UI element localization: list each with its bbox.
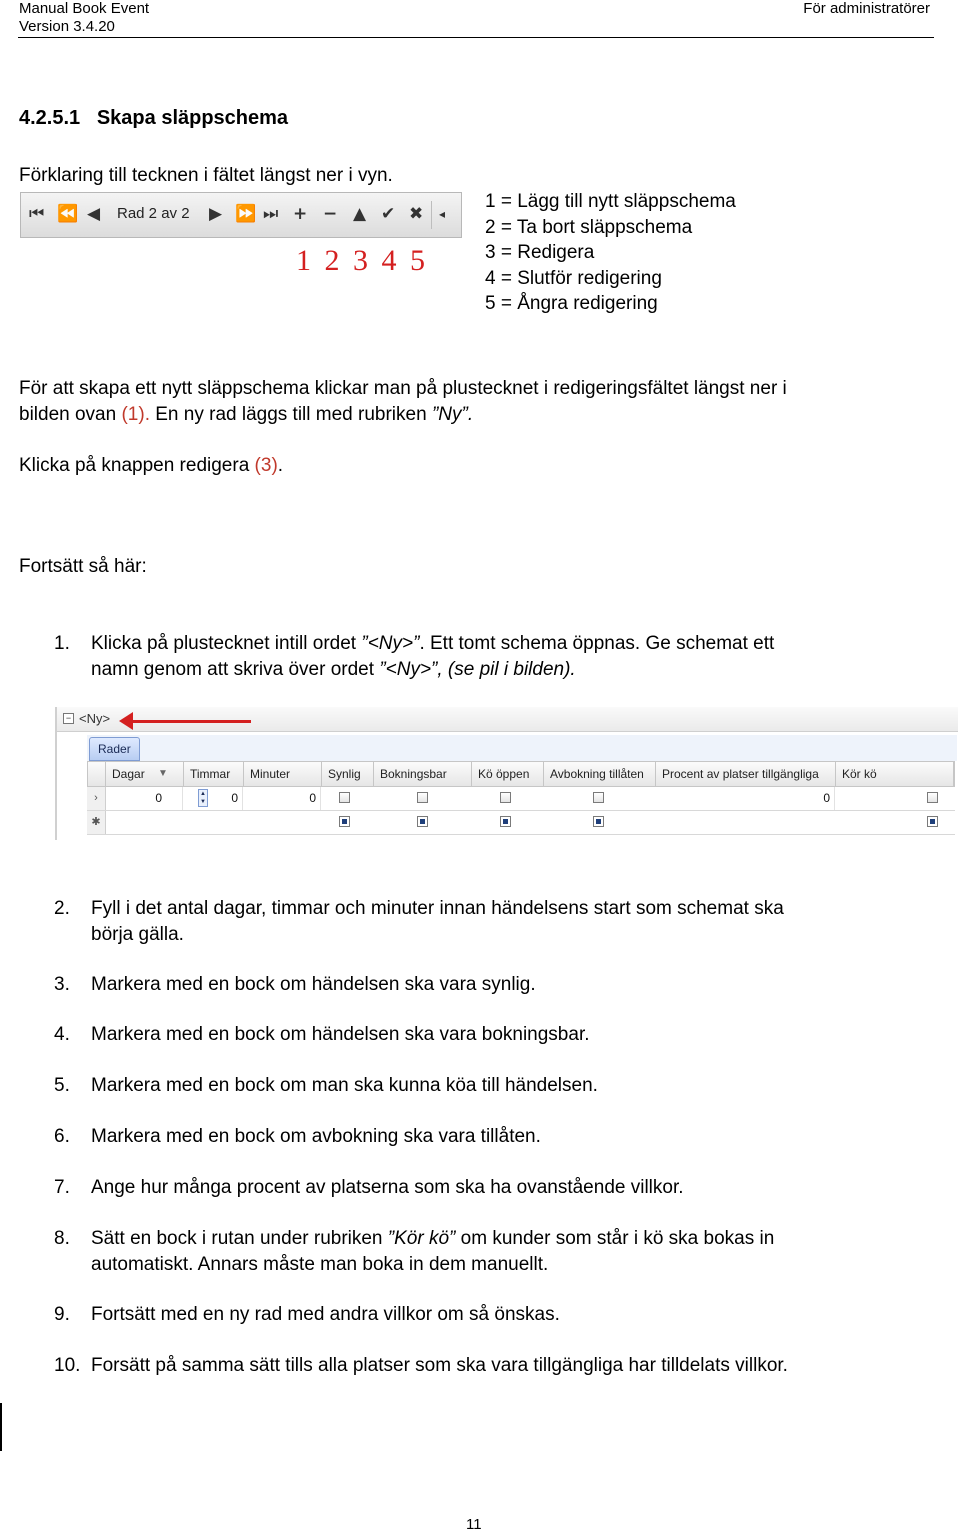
step-number: 1. — [54, 633, 70, 654]
step-text-part: Sätt en bock i rutan under rubriken — [91, 1228, 388, 1249]
arrow-pointer-shaft — [127, 720, 251, 723]
cell-timmar[interactable]: 0 — [183, 787, 243, 810]
step-text-part: om kunder som står i kö ska bokas in — [455, 1228, 775, 1249]
column-label: Dagar — [112, 767, 145, 781]
para1-text: Klicka på knappen redigera — [19, 455, 255, 476]
checkbox-avbokning[interactable] — [593, 792, 604, 803]
step-number: 5. — [54, 1075, 70, 1096]
section-intro: Förklaring till tecknen i fältet längst ner i vyn. — [19, 165, 393, 186]
step-text-part: . Ett tomt schema öppnas. Ge schemat ett — [419, 633, 775, 654]
legend-item: 1 = Lägg till nytt släppschema — [485, 191, 736, 212]
previous-page-icon[interactable]: ⏪ — [57, 204, 79, 224]
step-text: Markera med en bock om avbokning ska vara tillåten. — [91, 1126, 541, 1147]
para1-ref: (3) — [254, 455, 278, 476]
step-item — [54, 972, 934, 998]
collapse-icon[interactable]: − — [63, 713, 74, 724]
grid-header — [87, 761, 955, 787]
step-item — [54, 1353, 934, 1379]
step-emphasis: ”<Ny>”, (se pil i bilden). — [379, 659, 576, 680]
page-number: 11 — [466, 1516, 482, 1533]
step-item — [54, 1073, 934, 1099]
column-header-bokningsbar[interactable]: Bokningsbar — [374, 762, 472, 786]
spinner-icon[interactable]: ▲ ▼ — [198, 789, 208, 807]
checkbox-synlig[interactable] — [339, 792, 350, 803]
para1-text: . — [277, 455, 284, 476]
filter-dropdown-icon[interactable]: ▼ — [158, 768, 168, 779]
first-record-icon[interactable]: ⏮ — [29, 204, 45, 224]
step-item — [54, 1022, 934, 1048]
column-header-avbokning[interactable]: Avbokning tillåten — [544, 762, 656, 786]
cell-dagar[interactable]: 0 — [105, 787, 183, 810]
column-header-timmar[interactable]: Timmar — [184, 762, 244, 786]
end-edit-icon[interactable]: ✔ — [381, 204, 396, 224]
step-text: Forsätt på samma sätt tills alla platser som ska vara tillgängliga har tilldelats villkor. — [91, 1355, 788, 1376]
doc-audience: För administratörer — [803, 0, 930, 17]
step-text: Markera med en bock om händelsen ska vara synlig. — [91, 974, 536, 995]
step-emphasis: ”Kör kö” — [387, 1228, 456, 1249]
para1-text: En ny rad läggs till med rubriken — [149, 404, 432, 425]
record-counter: Rad 2 av 2 — [117, 205, 190, 222]
section-heading: 4.2.5.1 Skapa släppschema — [19, 107, 289, 129]
step-number: 3. — [54, 974, 70, 995]
step-number: 10. — [54, 1355, 81, 1376]
checkbox-synlig[interactable] — [339, 816, 350, 827]
column-header-synlig[interactable]: Synlig — [322, 762, 374, 786]
step-text — [91, 896, 911, 948]
cell-procent[interactable]: 0 — [655, 787, 835, 810]
filter-icon[interactable]: ◂ — [439, 207, 446, 221]
checkbox-kor-ko[interactable] — [927, 792, 938, 803]
add-icon[interactable]: + — [293, 204, 308, 224]
para1-line1: För att skapa ett nytt släppschema klickar man på plustecknet i redigeringsfältet längst ner i — [19, 378, 787, 399]
toolbar-number-labels: 1 2 3 4 5 — [296, 244, 428, 277]
legend-item: 3 = Redigera — [485, 242, 595, 263]
step-item — [54, 1175, 934, 1201]
schedule-grid-screenshot — [55, 707, 958, 840]
checkbox-kor-ko[interactable] — [927, 816, 938, 827]
continue-label: Fortsätt så här: — [19, 556, 147, 577]
cancel-edit-icon[interactable]: ✖ — [409, 204, 424, 224]
previous-record-icon[interactable]: ◀ — [87, 204, 101, 224]
tab-strip — [87, 735, 957, 761]
doc-version: Version 3.4.20 — [19, 18, 115, 35]
group-name-field[interactable]: <Ny> — [79, 711, 111, 726]
step-item — [54, 1302, 934, 1328]
step-text: Markera med en bock om man ska kunna köa till händelsen. — [91, 1075, 598, 1096]
step-number: 2. — [54, 898, 70, 919]
edit-icon[interactable]: ▲ — [353, 204, 367, 224]
step-item — [54, 1226, 934, 1278]
new-row[interactable] — [87, 811, 955, 835]
legend-item: 2 = Ta bort släppschema — [485, 216, 693, 238]
next-page-icon[interactable]: ⏩ — [235, 204, 257, 224]
group-row — [57, 707, 958, 732]
header-rule — [18, 37, 934, 38]
step-text-part: Klicka på plustecknet intill ordet — [91, 633, 362, 654]
column-header-minuter[interactable]: Minuter — [244, 762, 322, 786]
step-text-part: automatiskt. Annars måste man boka in dem manuellt. — [91, 1254, 549, 1275]
step-number: 9. — [54, 1304, 70, 1325]
step-text-part: namn genom att skriva över ordet — [91, 659, 380, 680]
step-text: Markera med en bock om händelsen ska vara bokningsbar. — [91, 1024, 590, 1045]
change-bar — [0, 1403, 2, 1451]
next-record-icon[interactable]: ▶ — [209, 204, 223, 224]
toolbar-legend — [485, 189, 736, 317]
para1-text: bilden ovan — [19, 404, 122, 425]
step-number: 8. — [54, 1228, 70, 1249]
checkbox-bokningsbar[interactable] — [417, 792, 428, 803]
checkbox-avbokning[interactable] — [593, 816, 604, 827]
doc-title: Manual Book Event — [19, 0, 150, 17]
step-item — [54, 631, 934, 683]
navigator-toolbar — [20, 192, 462, 238]
table-row[interactable] — [87, 787, 955, 811]
step-text — [91, 1226, 911, 1278]
step-emphasis: ”<Ny>” — [361, 633, 420, 654]
step-number: 7. — [54, 1177, 70, 1198]
para1-emphasis: ”Ny”. — [431, 404, 474, 425]
step-line: Fyll i det antal dagar, timmar och minuter innan händelsens start som schemat ska — [91, 898, 784, 919]
column-header-dagar[interactable] — [106, 762, 184, 786]
step-number: 4. — [54, 1024, 70, 1045]
step-item — [54, 896, 934, 948]
para1-line3 — [19, 453, 283, 479]
step-text: Ange hur många procent av platserna som ska ha ovanstående villkor. — [91, 1177, 684, 1198]
new-row-icon: ✱ — [87, 811, 106, 834]
column-header-kor-ko[interactable]: Kör kö — [836, 762, 954, 786]
row-selector-header — [88, 762, 106, 786]
checkbox-ko-oppen[interactable] — [500, 816, 511, 827]
step-item — [54, 1124, 934, 1150]
para1-line2 — [19, 402, 473, 428]
step-number: 6. — [54, 1126, 70, 1147]
checkbox-bokningsbar[interactable] — [417, 816, 428, 827]
last-record-icon[interactable]: ⏭ — [263, 204, 279, 224]
step-text — [91, 631, 911, 683]
tab-rader[interactable]: Rader — [89, 737, 140, 761]
para1-ref: (1). — [121, 404, 150, 425]
step-line: börja gälla. — [91, 924, 184, 945]
cell-minuter[interactable]: 0 — [243, 787, 321, 810]
legend-item: 5 = Ångra redigering — [485, 293, 658, 314]
checkbox-ko-oppen[interactable] — [500, 792, 511, 803]
legend-item: 4 = Slutför redigering — [485, 267, 662, 289]
step-text: Fortsätt med en ny rad med andra villkor om så önskas. — [91, 1304, 560, 1325]
current-row-icon: › — [87, 787, 106, 810]
column-header-ko-oppen[interactable]: Kö öppen — [472, 762, 544, 786]
column-header-procent[interactable]: Procent av platser tillgängliga — [656, 762, 836, 786]
remove-icon[interactable]: − — [323, 204, 338, 224]
toolbar-divider — [431, 201, 432, 229]
